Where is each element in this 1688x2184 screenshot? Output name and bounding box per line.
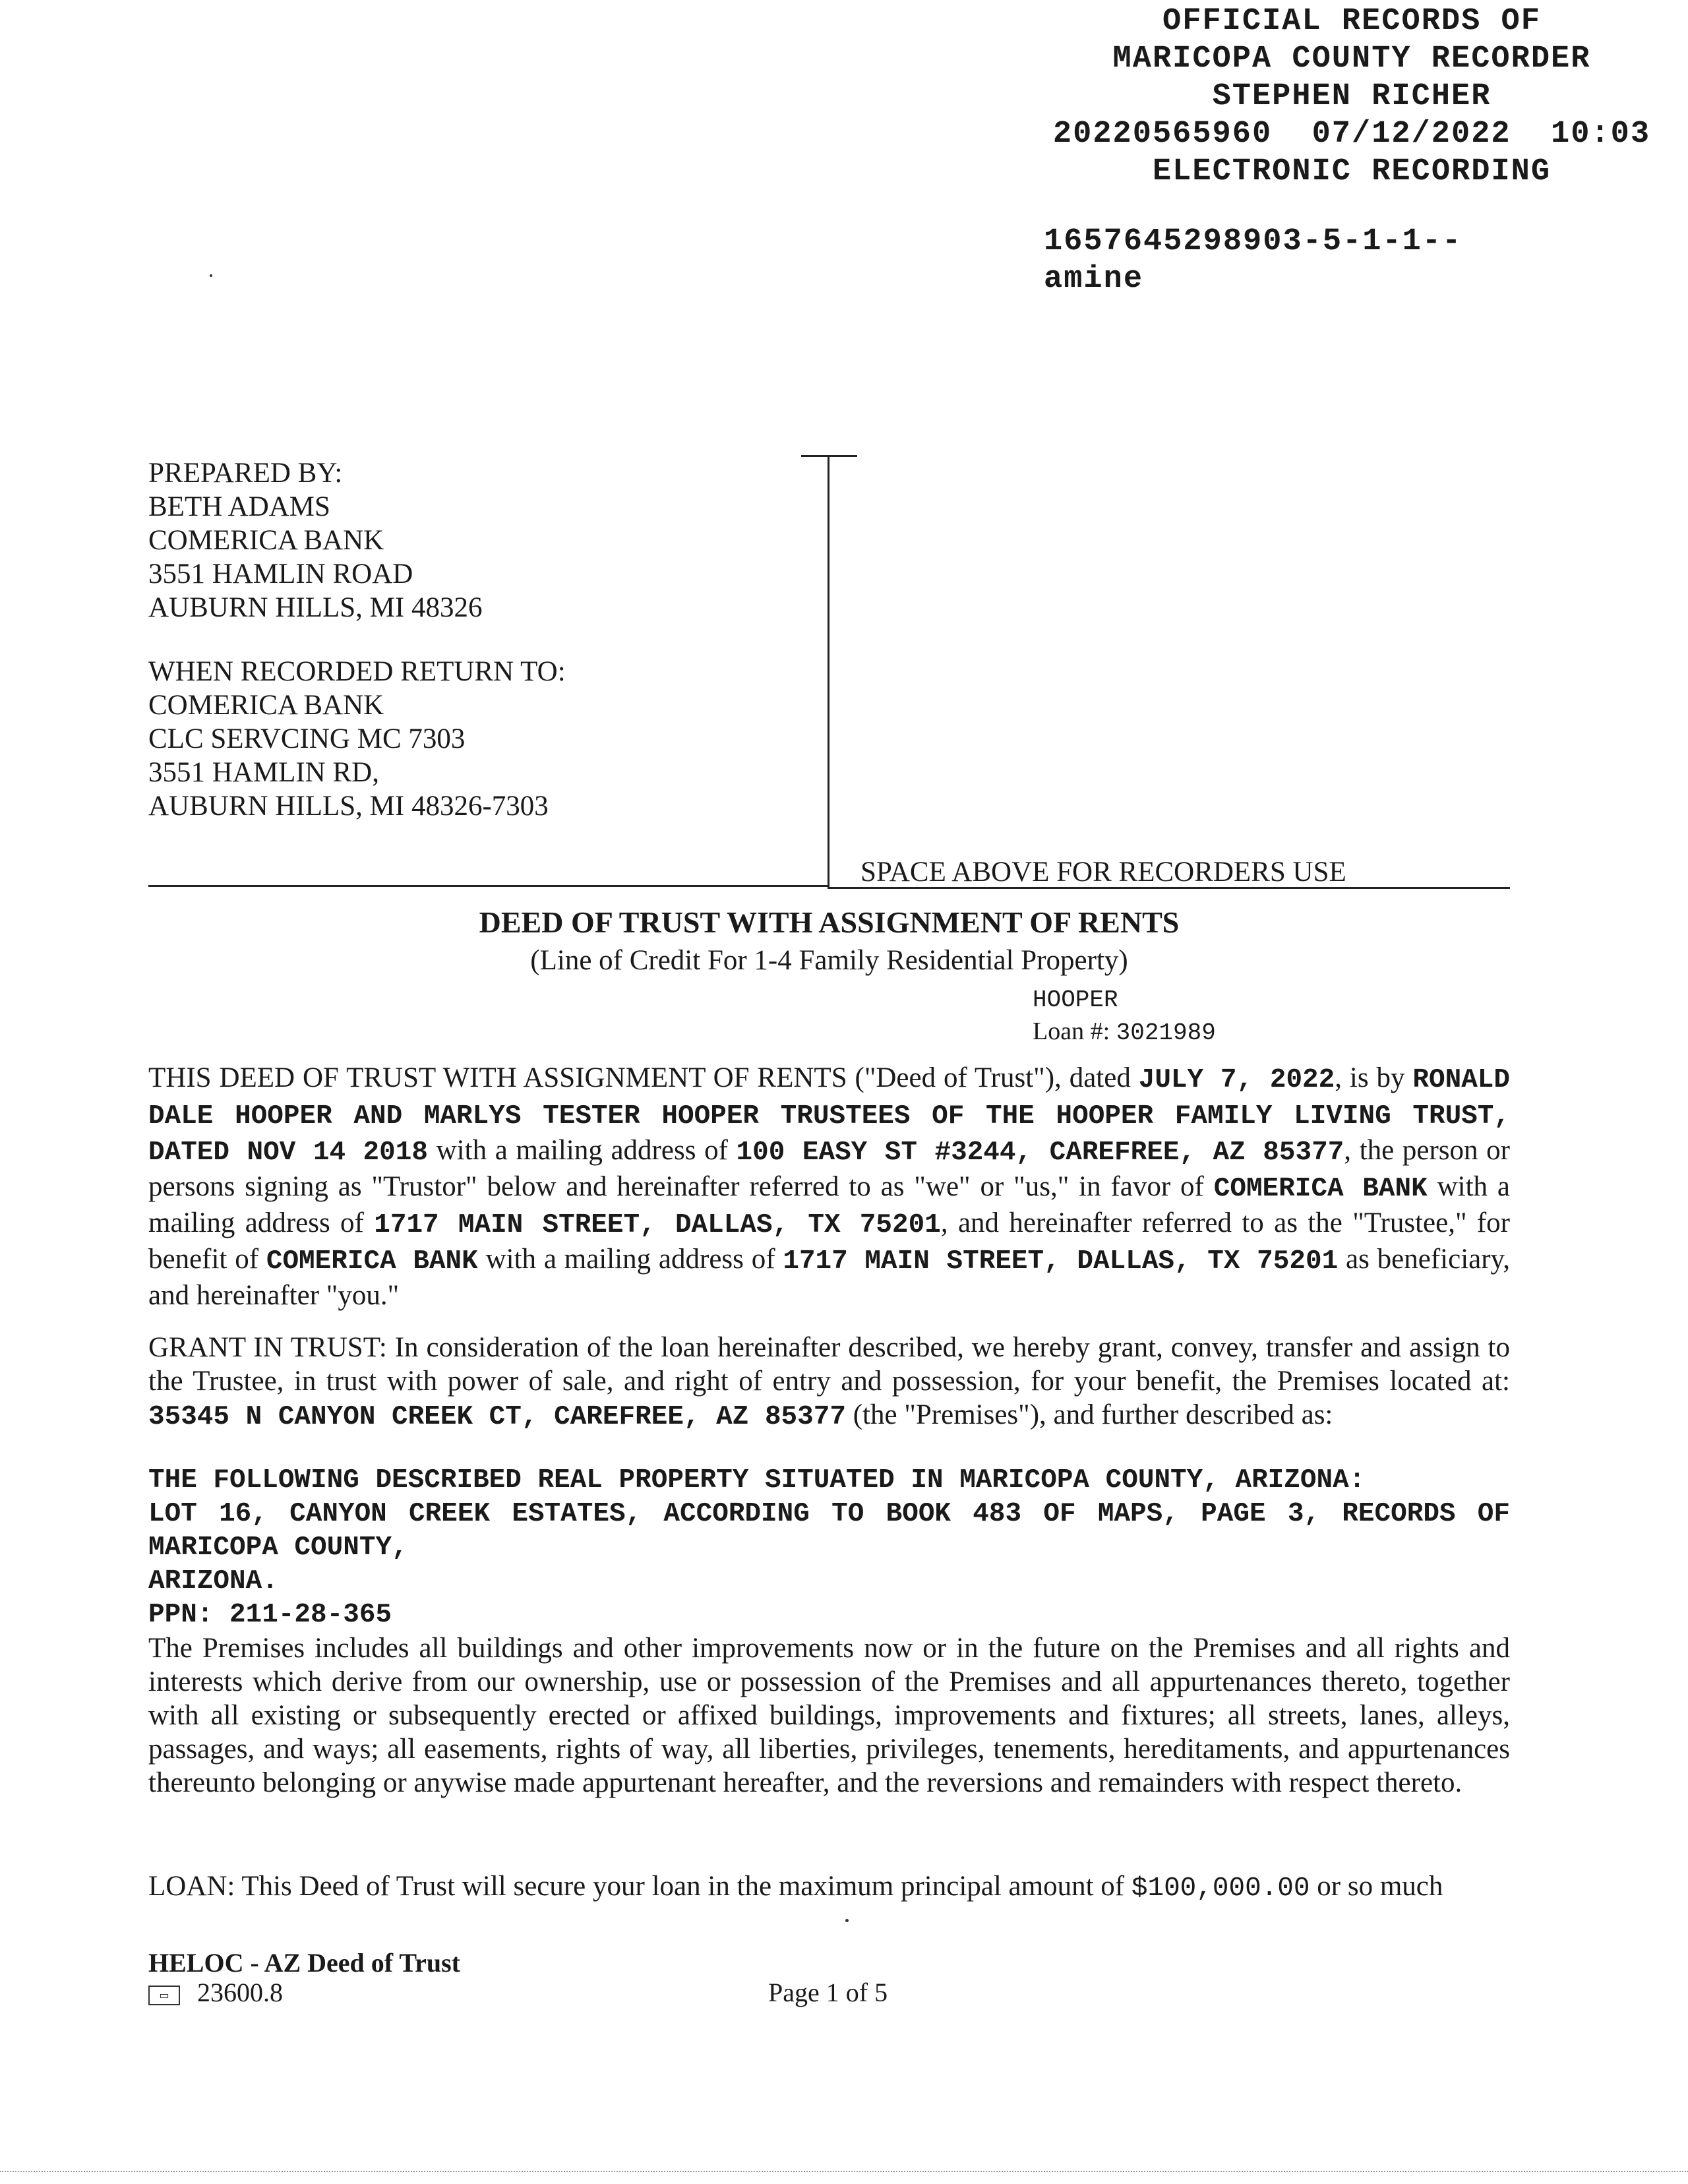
premises-paragraph: The Premises includes all buildings and other improvements now or in the future on the Premises and all rights and interests which derive from our ownership, use or possession of the Premises and all appurtenances thereto, together with all existing or subsequently erected or affixed buildings, improvements and fixtures; all streets, lanes, alleys, passages, and ways; all easements, rights of way, all liberties, privileges, tenements, hereditaments, and appurtenances thereunto belonging or anywise made appurtenant hereafter, and the reversions and remainders with respect thereto.	[148, 1633, 1510, 1798]
return-to-heading: WHEN RECORDED RETURN TO:	[148, 656, 566, 687]
intro-text: THIS DEED OF TRUST WITH ASSIGNMENT OF RENTS ("Deed of Trust"), dated	[148, 1062, 1139, 1093]
prepared-by-name: BETH ADAMS	[148, 491, 330, 522]
intro-text: as beneficiary, and hereinafter "you."	[148, 1244, 1511, 1311]
record-id-line-2: amine	[1044, 262, 1144, 297]
prepared-by-heading: PREPARED BY:	[148, 458, 343, 489]
max-principal-amount: $100,000.00	[1131, 1873, 1310, 1904]
scan-speck	[845, 1919, 849, 1922]
beneficiary-address: 1717 MAIN STREET, DALLAS, TX 75201	[783, 1246, 1339, 1277]
parcel-number: PPN: 211-28-365	[148, 1600, 392, 1630]
trustee-name: COMERICA BANK	[1213, 1174, 1428, 1204]
trustor-address: 100 EASY ST #3244, CAREFREE, AZ 85377	[736, 1138, 1344, 1168]
recorder-line-2: MARICOPA COUNTY RECORDER	[1112, 42, 1591, 76]
prepared-by-city: AUBURN HILLS, MI 48326	[148, 592, 483, 623]
loan-text: LOAN: This Deed of Trust will secure your loan in the maximum principal amount of	[148, 1871, 1131, 1902]
record-id-line-1: 1657645298903-5-1-1--	[1044, 224, 1462, 259]
intro-text: , is by	[1335, 1062, 1413, 1093]
recorder-line-1: OFFICIAL RECORDS OF	[1162, 4, 1541, 39]
grant-text: (the "Premises"), and further described as:	[845, 1399, 1333, 1430]
return-to-company: COMERICA BANK	[148, 690, 384, 721]
intro-paragraph	[148, 1061, 1510, 1312]
loan-number: 3021989	[1116, 1019, 1216, 1046]
grant-text: GRANT IN TRUST: In consideration of the loan hereinafter described, we hereby grant, convey, transfer and assign to the Trustee, in trust with power of sale, and right of entry and possession, for your benefit, the Premises located at:	[148, 1332, 1510, 1397]
deed-date: JULY 7, 2022	[1138, 1065, 1335, 1095]
page-bottom-edge	[0, 2171, 1688, 2172]
form-code-line	[148, 1977, 283, 2008]
recorder-line-5: ELECTRONIC RECORDING	[1152, 154, 1552, 189]
loan-paragraph	[148, 1869, 1510, 1906]
intro-text: with a mailing address of	[477, 1244, 783, 1275]
return-to-block	[148, 655, 566, 823]
premises-address: 35345 N CANYON CREEK CT, CAREFREE, AZ 85377	[148, 1402, 846, 1432]
vertical-divider	[828, 455, 829, 887]
intro-text: , the person or persons signing as "Trustor" below and hereinafter referred to as "we" or "us," in favor of	[148, 1135, 1510, 1202]
prepared-by-block	[148, 456, 482, 624]
form-icon: ▭	[148, 1986, 180, 2005]
recorders-use-label: SPACE ABOVE FOR RECORDERS USE	[860, 857, 1346, 888]
trustor-names: RONALD DALE HOOPER AND MARLYS TESTER HOOPER TRUSTEES OF THE HOOPER FAMILY LIVING TRUST, DATED NOV 14 2018	[148, 1065, 1511, 1168]
return-to-dept: CLC SERVCING MC 7303	[148, 723, 466, 754]
page-number: Page 1 of 5	[768, 1978, 888, 2007]
loan-number-line	[1033, 1017, 1216, 1046]
record-id	[1044, 223, 1462, 298]
prepared-by-street: 3551 HAMLIN ROAD	[148, 559, 413, 590]
legal-description-line: THE FOLLOWING DESCRIBED REAL PROPERTY SITUATED IN MARICOPA COUNTY, ARIZONA:	[148, 1465, 1366, 1496]
loan-number-label: Loan #:	[1033, 1017, 1110, 1045]
legal-description-line: ARIZONA.	[148, 1566, 278, 1596]
intro-text: , and hereinafter referred to as the "Trustee," for benefit of	[148, 1207, 1510, 1275]
recorder-line-3: STEPHEN RICHER	[1212, 79, 1492, 114]
horizontal-divider-left	[148, 885, 829, 887]
legal-description	[148, 1464, 1510, 1632]
recorder-stamp	[1029, 3, 1675, 191]
loan-text: or so much	[1310, 1871, 1443, 1902]
return-to-city: AUBURN HILLS, MI 48326-7303	[148, 791, 549, 822]
prepared-by-company: COMERICA BANK	[148, 525, 384, 556]
return-to-street: 3551 HAMLIN RD,	[148, 757, 379, 788]
legal-description-line: LOT 16, CANYON CREEK ESTATES, ACCORDING TO BOOK 483 OF MAPS, PAGE 3, RECORDS OF MARICOPA COUNTY,	[148, 1499, 1510, 1563]
recording-number-date-time: 20220565960 07/12/2022 10:03	[1052, 117, 1651, 152]
trustee-address: 1717 MAIN STREET, DALLAS, TX 75201	[374, 1210, 941, 1240]
borrower-name: HOOPER	[1033, 986, 1118, 1014]
form-code: 23600.8	[197, 1978, 283, 2007]
intro-text: with a mailing address of	[148, 1171, 1510, 1238]
beneficiary-name: COMERICA BANK	[266, 1246, 478, 1277]
scan-speck	[210, 274, 212, 277]
form-title: HELOC - AZ Deed of Trust	[148, 1948, 460, 1978]
grant-in-trust-paragraph	[148, 1331, 1510, 1434]
document-subtitle: (Line of Credit For 1-4 Family Residential Property)	[530, 945, 1128, 976]
document-title: DEED OF TRUST WITH ASSIGNMENT OF RENTS	[479, 905, 1180, 939]
intro-text: with a mailing address of	[427, 1135, 737, 1166]
